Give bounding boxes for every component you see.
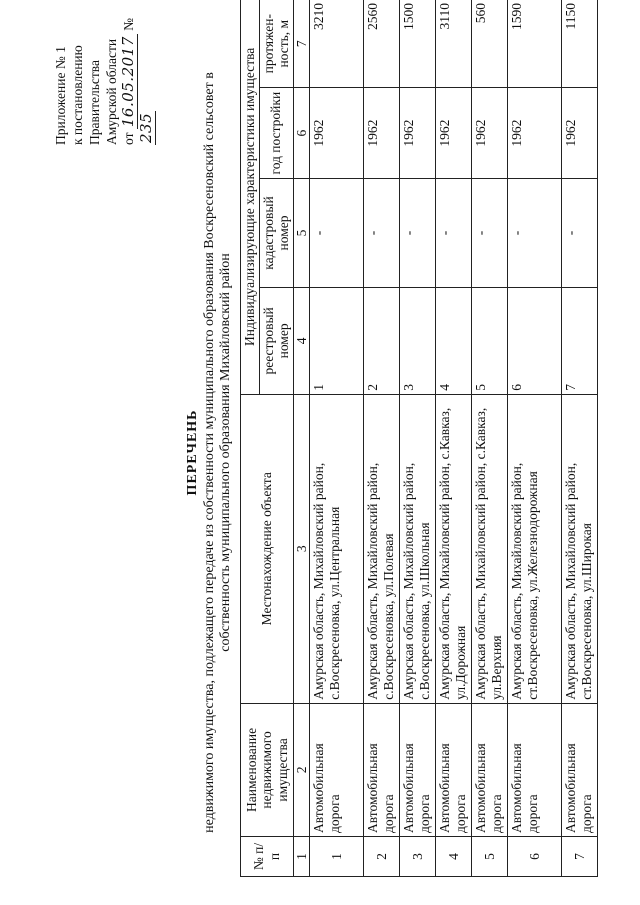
row-year: 1962	[400, 88, 436, 178]
table-row	[508, 0, 562, 877]
row-location: Амурская область, Михайловский район, с.Кавказ, ул.Верхняя	[472, 394, 508, 703]
row-year: 1962	[562, 88, 598, 178]
row-length: 3210	[310, 0, 364, 88]
row-num: 3	[400, 837, 436, 877]
row-reg: 6	[508, 288, 562, 395]
row-cadastral: -	[562, 178, 598, 287]
row-year: 1962	[436, 88, 472, 178]
table-row	[472, 0, 508, 877]
row-reg: 7	[562, 288, 598, 395]
column-number-row	[293, 0, 310, 877]
row-year: 1962	[310, 88, 364, 178]
col-number: 6	[293, 88, 310, 178]
row-cadastral: -	[508, 178, 562, 287]
col-number: 3	[293, 394, 310, 703]
row-location: Амурская область, Михайловский район, ст.Воскресеновка, ул.Железнодорожная	[508, 394, 562, 703]
table-row	[310, 0, 364, 877]
header-characteristics: Индивидуализирующие характеристики имущества	[241, 0, 260, 394]
header-name: Наименование недвижимого имущества	[241, 703, 294, 836]
row-length: 1590	[508, 0, 562, 88]
row-name: Автомобильная дорога	[436, 703, 472, 836]
table-row	[436, 0, 472, 877]
row-cadastral: -	[400, 178, 436, 287]
header-year: год постройки	[259, 88, 293, 178]
row-cadastral: -	[364, 178, 400, 287]
handwritten-date: 16.05.2017	[119, 36, 137, 128]
row-location: Амурская область, Михайловский район, с.Воскресеновка, ул.Центральная	[310, 394, 364, 703]
number-prefix: №	[121, 17, 136, 31]
row-num: 6	[508, 837, 562, 877]
row-name: Автомобильная дорога	[472, 703, 508, 836]
appendix-date-line	[120, 0, 156, 145]
row-reg: 2	[364, 288, 400, 395]
row-reg: 1	[310, 288, 364, 395]
row-year: 1962	[364, 88, 400, 178]
page-title: ПЕРЕЧЕНЬ	[185, 409, 200, 496]
row-name: Автомобильная дорога	[508, 703, 562, 836]
row-location: Амурская область, Михайловский район, с.Воскресеновка, ул.Школьная	[400, 394, 436, 703]
header-reg-num: реестровый номер	[259, 288, 293, 395]
header-cadastral: кадастровый номер	[259, 178, 293, 287]
row-location: Амурская область, Михайловский район, с.Кавказ, ул.Дорожная	[436, 394, 472, 703]
row-length: 560	[472, 0, 508, 88]
date-prefix: от	[121, 132, 136, 145]
header-length: протяжен-ность, м	[259, 0, 293, 88]
row-name: Автомобильная дорога	[562, 703, 598, 836]
col-number: 7	[293, 0, 310, 88]
row-num: 2	[364, 837, 400, 877]
col-number: 2	[293, 703, 310, 836]
row-length: 2560	[364, 0, 400, 88]
col-number: 1	[293, 837, 310, 877]
row-reg: 4	[436, 288, 472, 395]
row-reg: 3	[400, 288, 436, 395]
row-num: 4	[436, 837, 472, 877]
heading-line-2: собственность муниципального образования Михайловский район	[218, 253, 233, 652]
property-table	[240, 0, 598, 877]
row-location: Амурская область, Михайловский район, ст.Воскресеновка, ул.Широкая	[562, 394, 598, 703]
row-name: Автомобильная дорога	[310, 703, 364, 836]
row-cadastral: -	[310, 178, 364, 287]
row-name: Автомобильная дорога	[364, 703, 400, 836]
header-num: № п/п	[241, 837, 294, 877]
appendix-line-1: Приложение № 1	[53, 46, 68, 145]
heading-line-1: недвижимого имущества, подлежащего передаче из собственности муниципального образования Воскресеновский сельсовет в	[202, 72, 217, 833]
row-location: Амурская область, Михайловский район, с.Воскресеновка, ул.Полевая	[364, 394, 400, 703]
col-number: 4	[293, 288, 310, 395]
row-num: 1	[310, 837, 364, 877]
row-num: 5	[472, 837, 508, 877]
row-year: 1962	[508, 88, 562, 178]
col-number: 5	[293, 178, 310, 287]
row-year: 1962	[472, 88, 508, 178]
table-row	[562, 0, 598, 877]
appendix-line-2: к постановлению Правительства	[70, 45, 102, 145]
appendix-block	[52, 0, 156, 145]
row-num: 7	[562, 837, 598, 877]
row-length: 3110	[436, 0, 472, 88]
row-name: Автомобильная дорога	[400, 703, 436, 836]
table-row	[400, 0, 436, 877]
document-heading	[185, 0, 234, 905]
table-row	[364, 0, 400, 877]
row-length: 1150	[562, 0, 598, 88]
handwritten-number: 235	[137, 112, 155, 143]
row-cadastral: -	[472, 178, 508, 287]
row-length: 1500	[400, 0, 436, 88]
appendix-line-3: Амурской области	[104, 38, 119, 145]
row-reg: 5	[472, 288, 508, 395]
row-cadastral: -	[436, 178, 472, 287]
header-location: Местонахождение объекта	[241, 394, 294, 703]
